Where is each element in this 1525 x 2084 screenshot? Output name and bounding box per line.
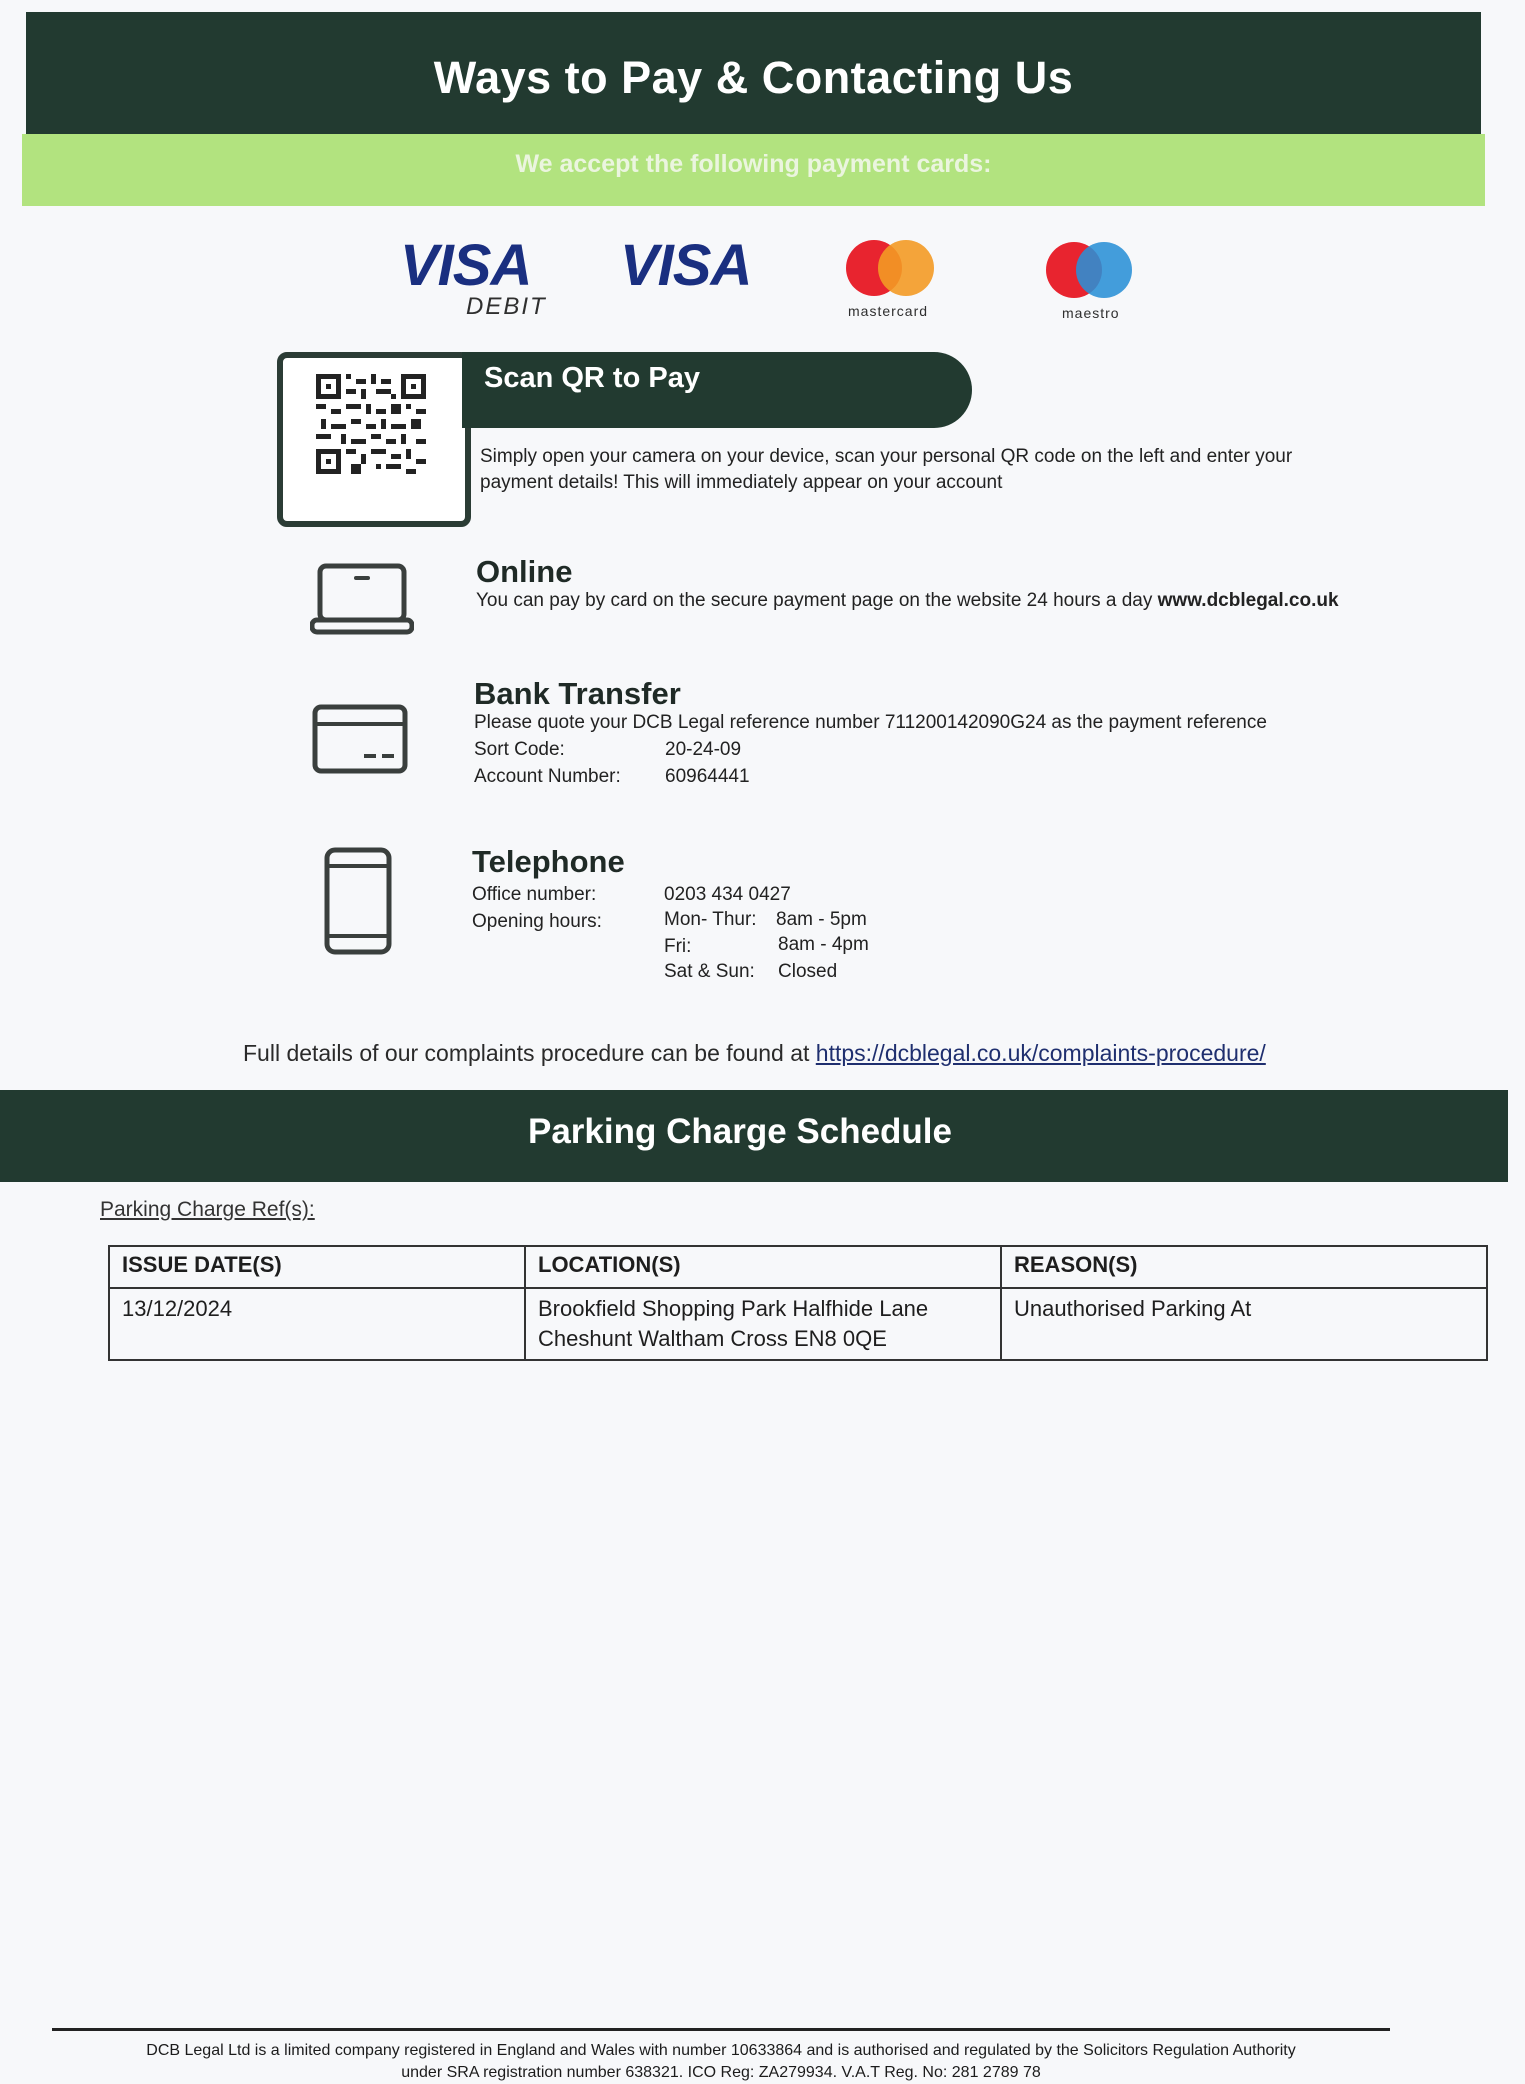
account-number-value: 60964441 — [665, 766, 750, 787]
footer-line-1: DCB Legal Ltd is a limited company registered in England and Wales with number 10633864 and is authorised and regulated by the Solicitors Regulation Authority — [146, 2042, 1296, 2059]
table-header-row — [109, 1246, 1487, 1288]
header-reason: REASON(S) — [1001, 1246, 1487, 1288]
header-location: LOCATION(S) — [525, 1246, 1001, 1288]
office-number-value[interactable]: 0203 434 0427 — [664, 884, 791, 905]
telephone-title: Telephone — [472, 844, 625, 879]
hours-time-weekend: Closed — [778, 961, 838, 982]
visa-brand: VISA — [620, 233, 752, 298]
hours-time-fri: 8am - 4pm — [778, 934, 869, 955]
parking-charge-ref-label: Parking Charge Ref(s): — [100, 1198, 315, 1221]
qr-code-icon[interactable] — [316, 374, 426, 474]
cell-location-line-1: Brookfield Shopping Park Halfhide Lane — [538, 1296, 929, 1321]
page-title: Ways to Pay & Contacting Us — [433, 52, 1074, 103]
footer-line-2: under SRA registration number 638321. ICO Reg: ZA279934. V.A.T Reg. No: 281 2789 78 — [401, 2064, 1041, 2081]
complaints-row — [243, 1040, 1266, 1067]
bank-transfer-title: Bank Transfer — [474, 676, 681, 711]
qr-title: Scan QR to Pay — [484, 362, 700, 394]
maestro-icon — [1044, 242, 1140, 300]
visa-debit-brand: VISA — [400, 233, 532, 298]
bank-reference-text: Please quote your DCB Legal reference number 711200142090G24 as the payment reference — [474, 712, 1267, 733]
complaints-link[interactable]: https://dcblegal.co.uk/complaints-procedure/ — [815, 1040, 1266, 1066]
hours-time-mon-thur: 8am - 5pm — [776, 909, 867, 930]
hours-days-fri: Fri: — [664, 936, 692, 957]
mastercard-logo — [842, 240, 952, 319]
maestro-logo — [1044, 242, 1144, 321]
website-link[interactable]: www.dcblegal.co.uk — [1157, 590, 1339, 611]
payment-cards-caption: We accept the following payment cards: — [515, 150, 992, 178]
table-row — [109, 1288, 1487, 1360]
opening-hours-label: Opening hours: — [472, 911, 602, 932]
qr-code-frame — [277, 352, 471, 527]
cell-reason: Unauthorised Parking At — [1001, 1288, 1487, 1360]
card-icon — [312, 704, 408, 774]
mastercard-label: mastercard — [848, 303, 929, 319]
schedule-table — [108, 1245, 1488, 1361]
cell-location-line-2: Cheshunt Waltham Cross EN8 0QE — [538, 1326, 887, 1351]
cell-issue-date: 13/12/2024 — [109, 1288, 525, 1360]
qr-instructions-line-2: payment details! This will immediately appear on your account — [480, 472, 1003, 493]
schedule-title: Parking Charge Schedule — [527, 1112, 953, 1151]
footer-divider — [52, 2028, 1390, 2031]
laptop-icon — [310, 562, 414, 636]
office-number-label: Office number: — [472, 884, 597, 905]
visa-debit-label: DEBIT — [466, 293, 547, 320]
mastercard-icon — [842, 240, 942, 298]
header-issue-date: ISSUE DATE(S) — [109, 1246, 525, 1288]
online-text-row — [476, 588, 1339, 614]
visa-logo — [620, 232, 751, 299]
hours-days-weekend: Sat & Sun: — [664, 961, 755, 982]
online-text: You can pay by card on the secure payment page on the website 24 hours a day — [476, 590, 1153, 611]
visa-debit-logo — [400, 232, 547, 321]
complaints-text: Full details of our complaints procedure can be found at — [243, 1040, 810, 1066]
maestro-label: maestro — [1062, 305, 1120, 321]
phone-icon — [322, 846, 394, 956]
online-title: Online — [476, 554, 573, 589]
cell-location — [525, 1288, 1001, 1360]
qr-instructions — [480, 444, 1292, 496]
sort-code-value: 20-24-09 — [665, 739, 742, 760]
hours-days-mon-thur: Mon- Thur: — [664, 909, 757, 930]
qr-instructions-line-1: Simply open your camera on your device, scan your personal QR code on the left and enter your — [480, 446, 1293, 467]
sort-code-label: Sort Code: — [474, 739, 565, 760]
footer — [52, 2040, 1390, 2084]
account-number-label: Account Number: — [474, 766, 621, 787]
